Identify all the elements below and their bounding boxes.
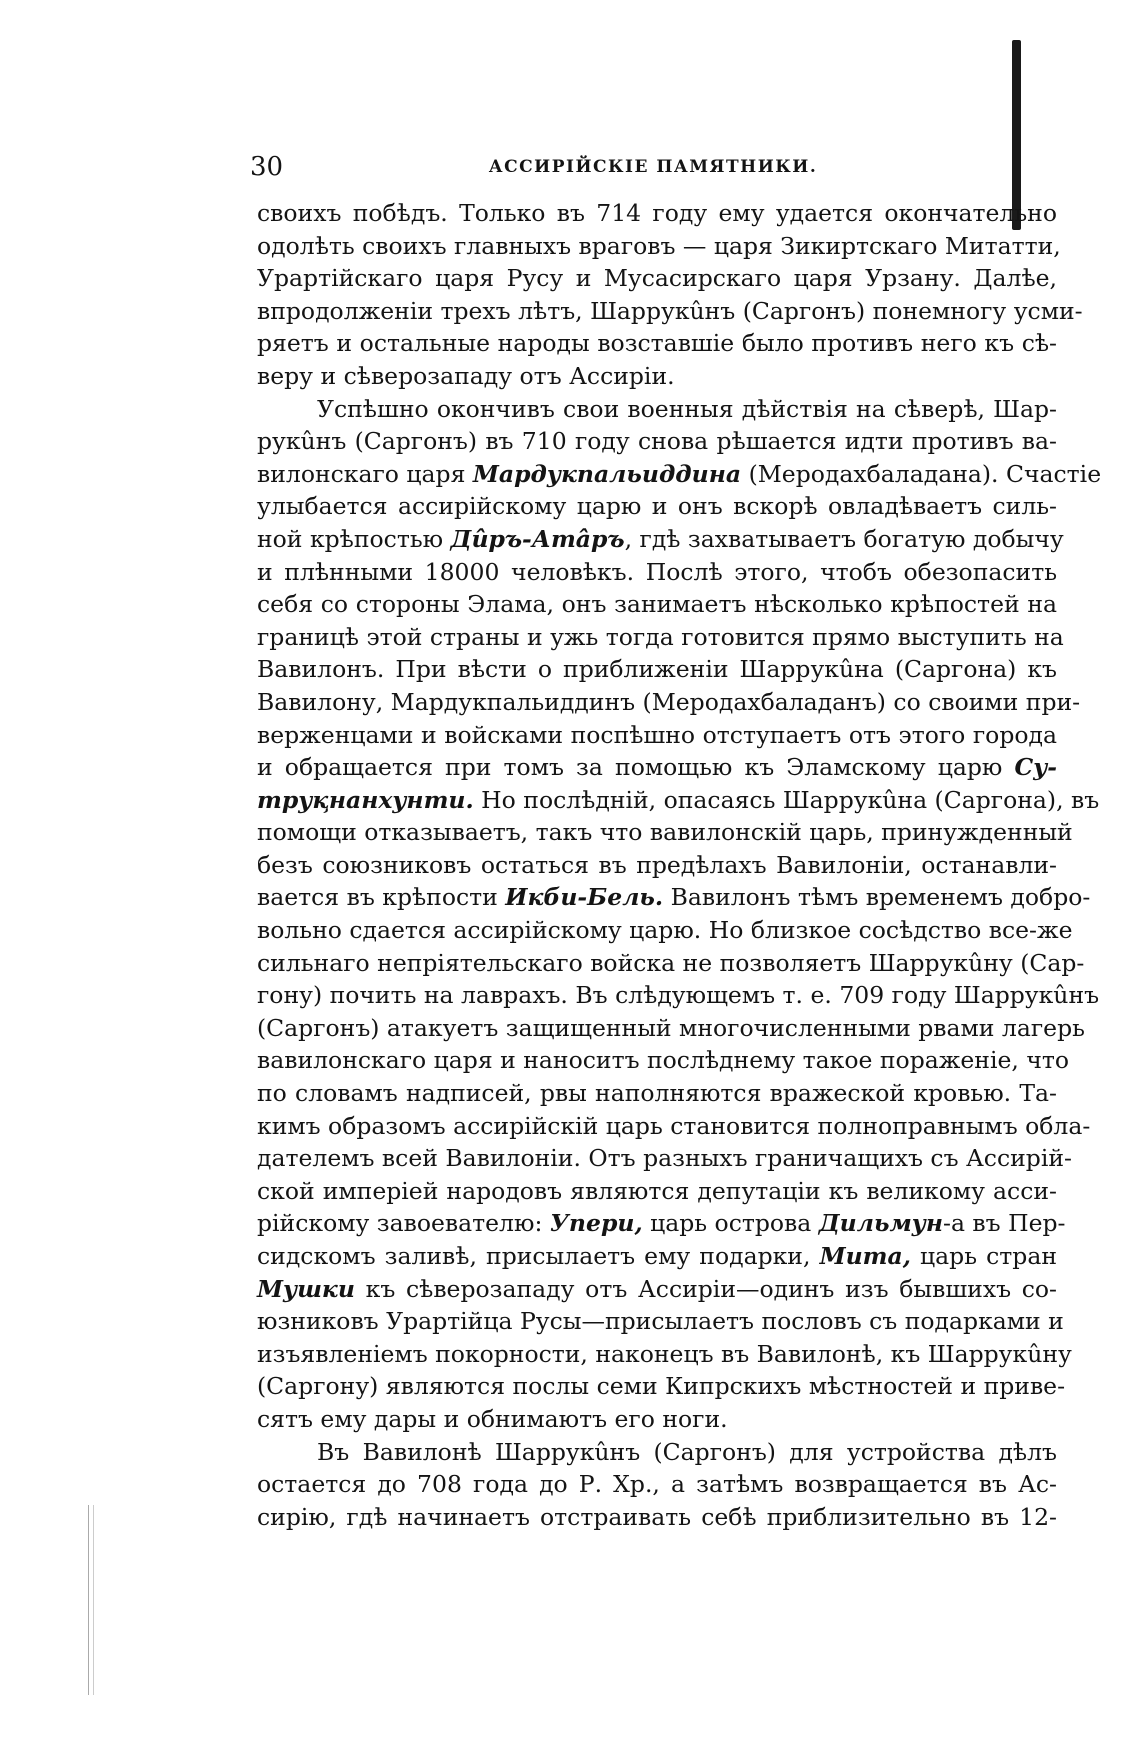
text-line: своихъ побѣдъ. Только въ 714 году ему удается окончательно bbox=[257, 199, 1057, 227]
emphasized-name: Мардукпальиддина bbox=[472, 459, 742, 488]
text-line: изъявленіемъ покорности, наконецъ въ Вавилонѣ, къ Шаррукûну bbox=[257, 1339, 1072, 1368]
emphasized-name: труқнанхунти. bbox=[257, 785, 474, 814]
emphasized-name: Икби-Бель. bbox=[505, 883, 664, 912]
paragraph bbox=[257, 197, 1083, 393]
paragraph bbox=[257, 393, 1102, 1436]
scan-gutter-line bbox=[88, 1505, 89, 1695]
emphasized-name: Су- bbox=[1014, 753, 1057, 782]
emphasized-name: Дûръ-Атâръ bbox=[450, 524, 625, 553]
text-line: верженцами и войсками поспѣшно отступаетъ отъ этого города bbox=[257, 720, 1057, 749]
text-line: одолѣть своихъ главныхъ враговъ — царя Зикиртскаго Митатти, bbox=[257, 231, 1061, 260]
text-line: вольно сдается ассирійскому царю. Но близкое сосѣдство все-же bbox=[257, 916, 1073, 945]
emphasized-name: Упери, bbox=[549, 1209, 643, 1238]
text-line: безъ союзниковъ остаться въ предѣлахъ Вавилоніи, останавли- bbox=[257, 850, 1057, 879]
text-line: и обращается при томъ за помощью къ Эламскому царю Су- bbox=[257, 753, 1057, 782]
text-line: ной крѣпостью Дûръ-Атâръ, гдѣ захватываетъ богатую добычу bbox=[257, 524, 1064, 553]
text-line: Вавилону, Мардукпальиддинъ (Меродахбаладанъ) со своими при- bbox=[257, 687, 1081, 716]
page-number: 30 bbox=[250, 152, 284, 182]
text-line: труқнанхунти. Но послѣдній, опасаясь Шаррукûна (Саргона), въ bbox=[257, 785, 1100, 814]
text-line: рійскому завоевателю: Упери, царь острова Дильмун-а въ Пер- bbox=[257, 1209, 1066, 1238]
text-line: веру и сѣверозападу отъ Ассиріи. bbox=[257, 361, 675, 390]
text-line: помощи отказываетъ, такъ что вавилонскій царь, принужденный bbox=[257, 818, 1073, 847]
emphasized-name: Мита, bbox=[819, 1242, 911, 1270]
text-line: дателемъ всей Вавилоніи. Отъ разныхъ граничащихъ съ Ассирій- bbox=[257, 1144, 1072, 1173]
emphasized-name: Дильмун bbox=[818, 1209, 943, 1238]
text-line: юзниковъ Урартійца Русы—присылаетъ пословъ съ подарками и bbox=[257, 1307, 1064, 1336]
text-line: (Саргонъ) атакуетъ защищенный многочисленными рвами лагерь bbox=[257, 1013, 1085, 1042]
text-line: Успѣшно окончивъ свои военныя дѣйствія на сѣверѣ, Шар- bbox=[317, 394, 1057, 423]
text-line: вается въ крѣпости Икби-Бель. Вавилонъ тѣмъ временемъ добро- bbox=[257, 883, 1091, 912]
text-line: гону) почить на лаврахъ. Въ слѣдующемъ т. е. 709 году Шаррукûнъ bbox=[257, 981, 1100, 1010]
text-line: сирію, гдѣ начинаетъ отстраивать себѣ приблизительно въ 12- bbox=[257, 1502, 1057, 1531]
text-line: сятъ ему дары и обнимаютъ его ноги. bbox=[257, 1404, 728, 1433]
text-line: сильнаго непріятельскаго войска не позволяетъ Шаррукûну (Сар- bbox=[257, 948, 1085, 977]
text-line: кимъ образомъ ассирійскій царь становится полноправнымъ обла- bbox=[257, 1111, 1091, 1140]
text-line: Въ Вавилонѣ Шаррукûнъ (Саргонъ) для устройства дѣлъ bbox=[317, 1437, 1057, 1466]
text-line: ской имперіей народовъ являются депутаціи къ великому асси- bbox=[257, 1176, 1057, 1205]
text-line: вавилонскаго царя и наноситъ послѣднему такое пораженіе, что bbox=[257, 1046, 1070, 1075]
emphasized-name: Мушки bbox=[257, 1274, 355, 1303]
text-line: улыбается ассирійскому царю и онъ вскорѣ овладѣваетъ силь- bbox=[257, 492, 1057, 521]
text-line: ряетъ и остальные народы возставшіе было противъ него къ сѣ- bbox=[257, 329, 1057, 358]
text-line: границѣ этой страны и ужь тогда готовится прямо выступить на bbox=[257, 622, 1064, 651]
text-line: рукûнъ (Саргонъ) въ 710 году снова рѣшается идти противъ ва- bbox=[257, 427, 1057, 456]
text-line: и плѣнными 18000 человѣкъ. Послѣ этого, чтобъ обезопасить bbox=[257, 557, 1057, 586]
text-line: себя со стороны Элама, онъ занимаетъ нѣсколько крѣпостей на bbox=[257, 590, 1057, 619]
body-text bbox=[257, 197, 1102, 1533]
text-line: остается до 708 года до Р. Хр., а затѣмъ возвращается въ Ас- bbox=[257, 1470, 1057, 1499]
text-line: впродолженіи трехъ лѣтъ, Шаррукûнъ (Саргонъ) понемногу усми- bbox=[257, 296, 1083, 325]
running-head bbox=[250, 150, 1056, 184]
scan-gutter-line bbox=[93, 1505, 94, 1695]
text-line: Урартійскаго царя Русу и Мусасирскаго царя Урзану. Далѣе, bbox=[257, 264, 1057, 293]
text-line: Мушки къ сѣверозападу отъ Ассиріи—одинъ изъ бывшихъ со- bbox=[257, 1274, 1057, 1303]
text-line: вилонскаго царя Мардукпальиддина (Меродахбаладана). Счастіе bbox=[257, 459, 1102, 488]
text-line: по словамъ надписей, рвы наполняются вражеской кровью. Та- bbox=[257, 1079, 1057, 1108]
text-line: Вавилонъ. При вѣсти о приближеніи Шаррукûна (Саргона) къ bbox=[257, 655, 1057, 684]
page-header-title: АССИРІЙСКІЕ ПАМЯТНИКИ. bbox=[488, 157, 818, 177]
text-line: сидскомъ заливѣ, присылаетъ ему подарки, Мита, царь стран bbox=[257, 1242, 1057, 1270]
text-line: (Саргону) являются послы семи Кипрскихъ мѣстностей и приве- bbox=[257, 1372, 1066, 1401]
paragraph bbox=[257, 1436, 1057, 1534]
